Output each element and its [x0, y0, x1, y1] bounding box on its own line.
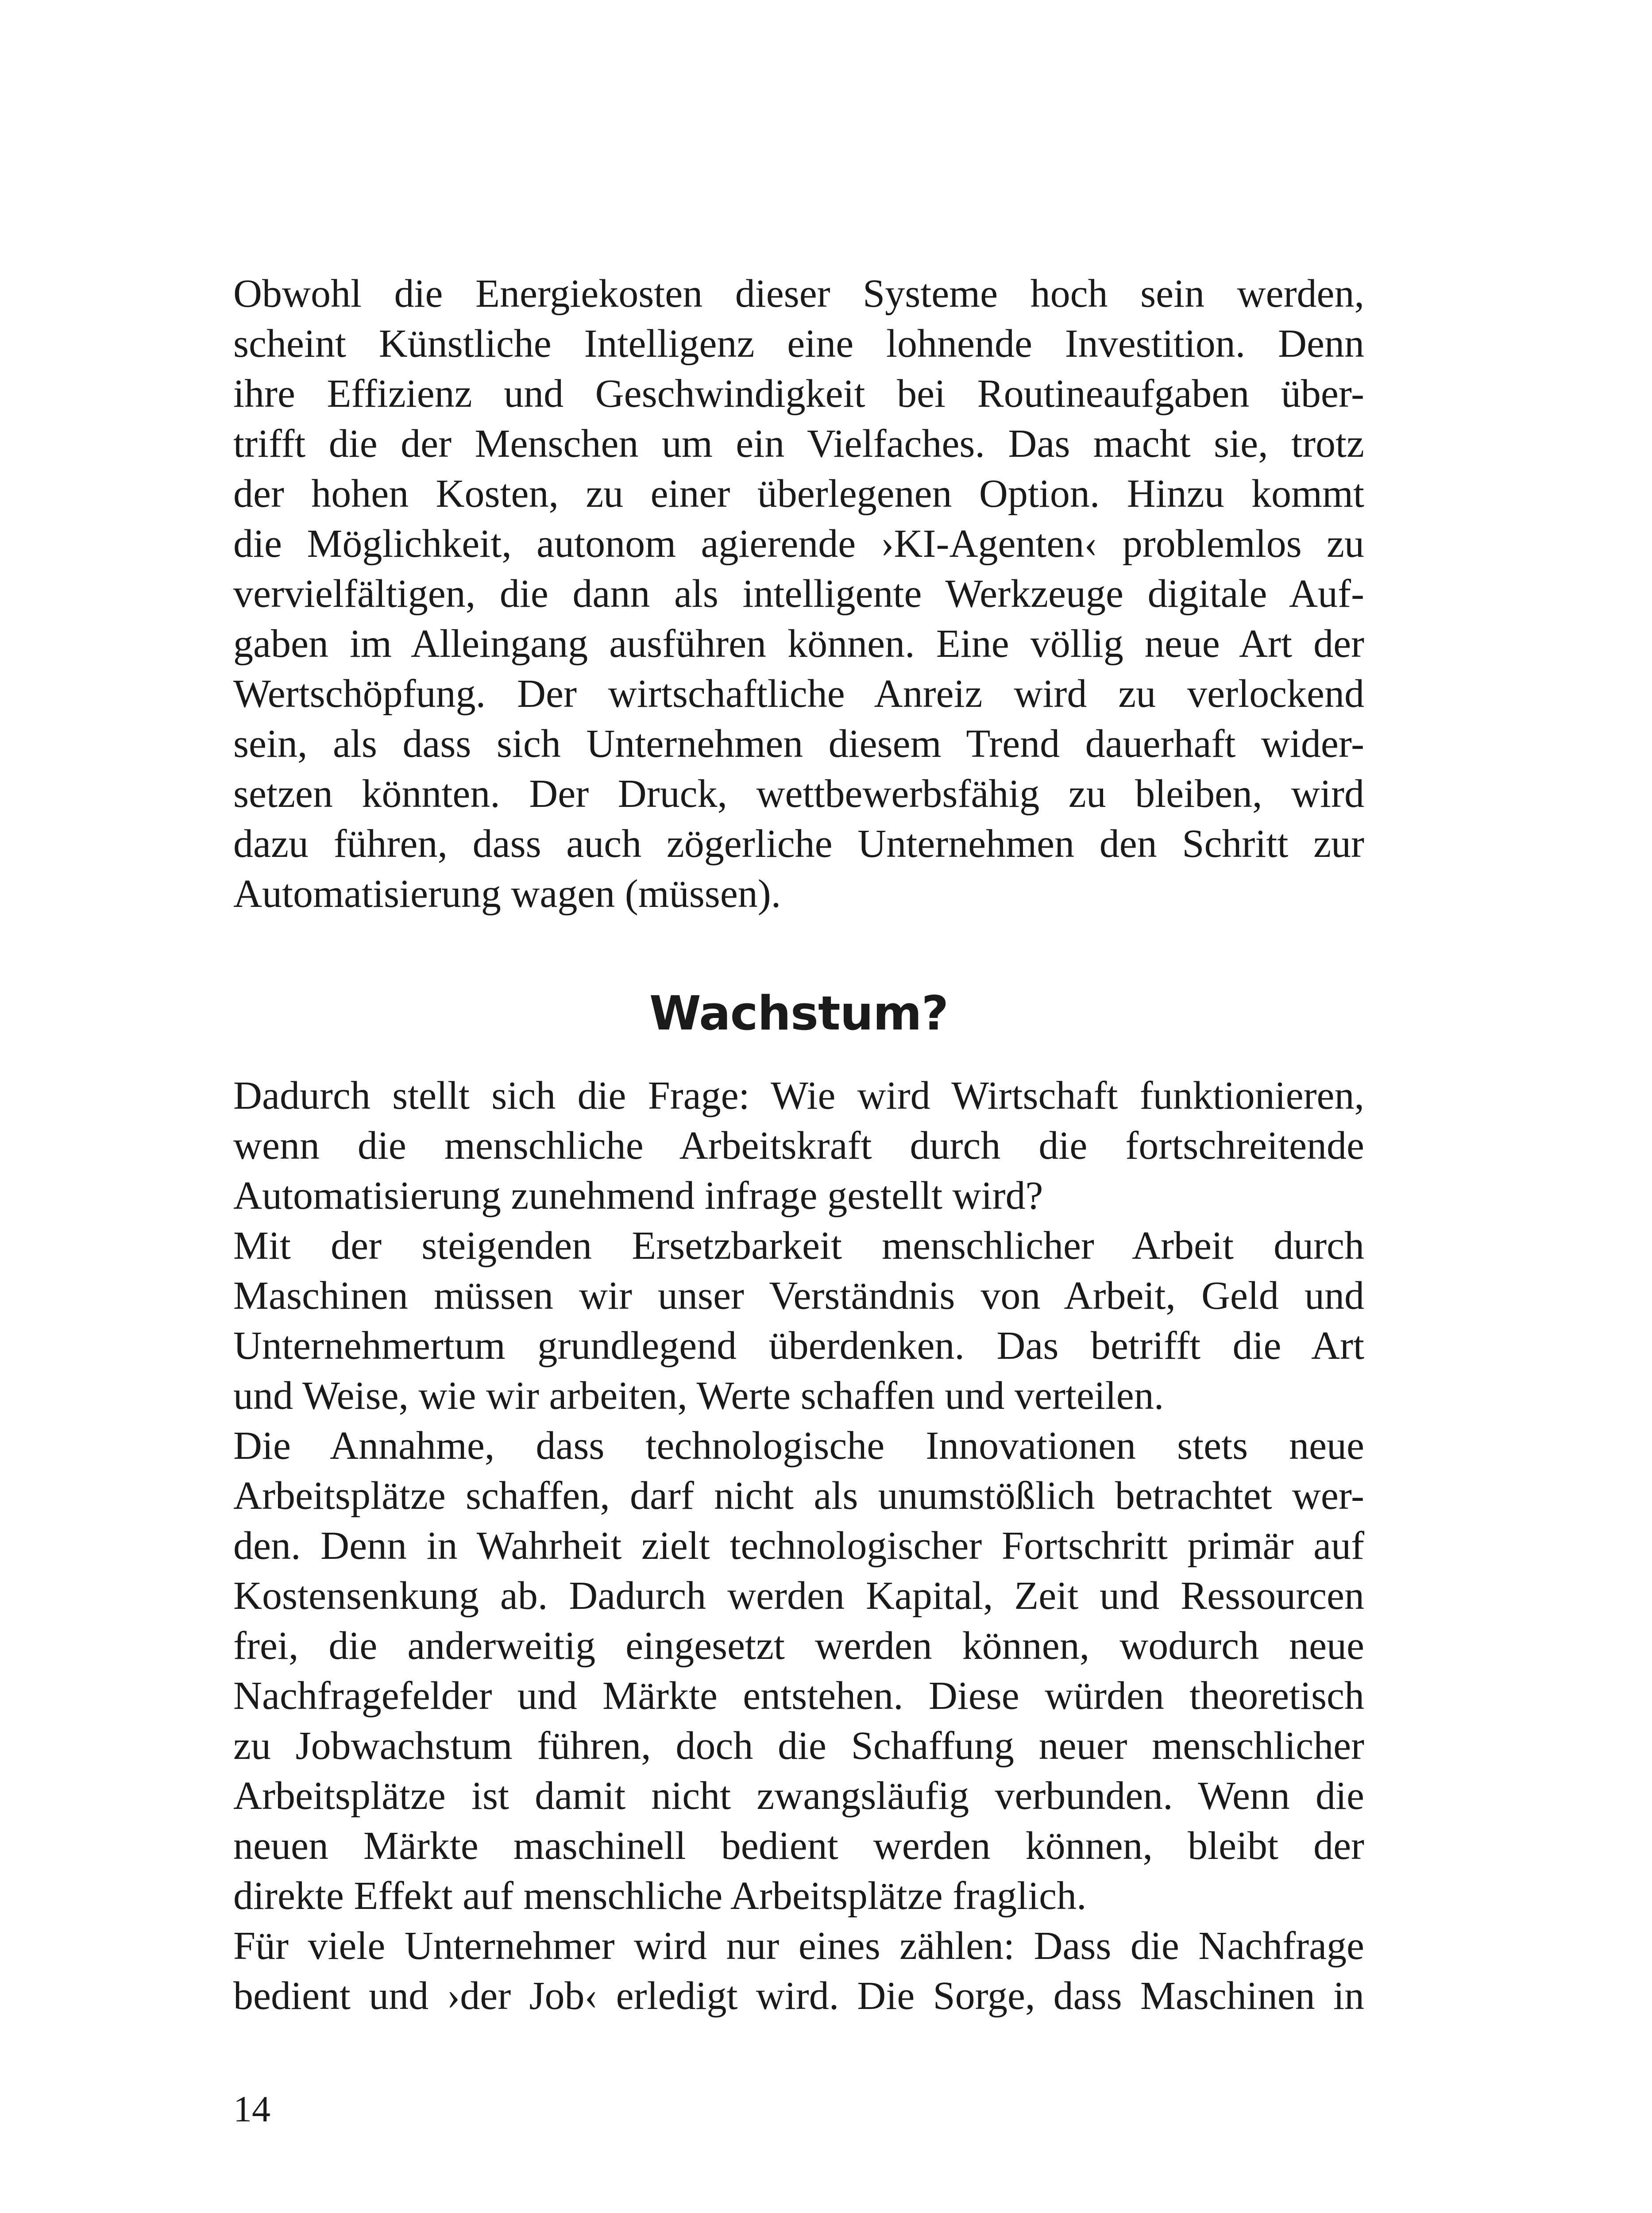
text-line: Kostensenkung ab. Dadurch werden Kapital, Zeit und Ressourcen [233, 1574, 1364, 1618]
text-line: direkte Effekt auf menschliche Arbeitsplätze fraglich. [233, 1874, 1087, 1918]
text-line: die Möglichkeit, autonom agierende ›KI-Agenten‹ problemlos zu [233, 522, 1364, 566]
text-line: scheint Künstliche Intelligenz eine lohnende Investition. Denn [233, 322, 1364, 366]
text-line: Automatisierung zunehmend infrage gestellt wird? [233, 1174, 1043, 1218]
page-number: 14 [233, 2089, 270, 2130]
text-line: Unternehmertum grundlegend überdenken. Das betrifft die Art [233, 1324, 1364, 1368]
text-line: wenn die menschliche Arbeitskraft durch die fortschreitende [233, 1124, 1364, 1168]
text-line: und Weise, wie wir arbeiten, Werte schaffen und verteilen. [233, 1374, 1164, 1418]
paragraph-entrepreneurs [233, 1921, 1364, 2021]
section-heading: Wachstum? [649, 986, 949, 1041]
text-line: den. Denn in Wahrheit zielt technologischer Fortschritt primär auf [233, 1524, 1364, 1568]
text-line: frei, die anderweitig eingesetzt werden können, wodurch neue [233, 1624, 1364, 1668]
text-line: vervielfältigen, die dann als intelligente Werkzeuge digitale Auf- [233, 572, 1364, 616]
text-line: Für viele Unternehmer wird nur eines zählen: Dass die Nachfrage [233, 1924, 1364, 1968]
text-line: Automatisierung wagen (müssen). [233, 872, 781, 916]
text-line: setzen könnten. Der Druck, wettbewerbsfähig zu bleiben, wird [233, 772, 1364, 816]
section-body [233, 1071, 1364, 2021]
text-line: Arbeitsplätze ist damit nicht zwangsläufig verbunden. Wenn die [233, 1774, 1364, 1818]
text-line: zu Jobwachstum führen, doch die Schaffung neuer menschlicher [233, 1724, 1364, 1768]
paragraph-energy-costs [233, 269, 1364, 919]
text-line: Maschinen müssen wir unser Verständnis von Arbeit, Geld und [233, 1274, 1364, 1318]
text-line: Arbeitsplätze schaffen, darf nicht als unumstößlich betrachtet wer- [233, 1474, 1364, 1518]
text-line: ihre Effizienz und Geschwindigkeit bei Routineaufgaben über- [233, 372, 1364, 416]
text-line: Nachfragefelder und Märkte entstehen. Diese würden theoretisch [233, 1674, 1364, 1718]
text-line: Die Annahme, dass technologische Innovationen stets neue [233, 1424, 1364, 1468]
paragraph-innovation-assumption [233, 1421, 1364, 1921]
text-line: dazu führen, dass auch zögerliche Unternehmen den Schritt zur [233, 822, 1364, 866]
text-line: der hohen Kosten, zu einer überlegenen Option. Hinzu kommt [233, 472, 1364, 516]
text-line: sein, als dass sich Unternehmen diesem Trend dauerhaft wider- [233, 722, 1364, 766]
text-line: trifft die der Menschen um ein Vielfaches. Das macht sie, trotz [233, 422, 1364, 466]
text-line: Obwohl die Energiekosten dieser Systeme hoch sein werden, [233, 272, 1364, 316]
text-line: Wertschöpfung. Der wirtschaftliche Anreiz wird zu verlockend [233, 672, 1364, 716]
text-line: Mit der steigenden Ersetzbarkeit menschlicher Arbeit durch [233, 1224, 1364, 1268]
paragraph-question [233, 1071, 1364, 1221]
paragraph-replaceability [233, 1221, 1364, 1421]
text-line: neuen Märkte maschinell bedient werden können, bleibt der [233, 1824, 1364, 1868]
text-line: bedient und ›der Job‹ erledigt wird. Die Sorge, dass Maschinen in [233, 1974, 1364, 2018]
text-line: gaben im Alleingang ausführen können. Eine völlig neue Art der [233, 622, 1364, 666]
text-line: Dadurch stellt sich die Frage: Wie wird Wirtschaft funktionieren, [233, 1074, 1364, 1118]
